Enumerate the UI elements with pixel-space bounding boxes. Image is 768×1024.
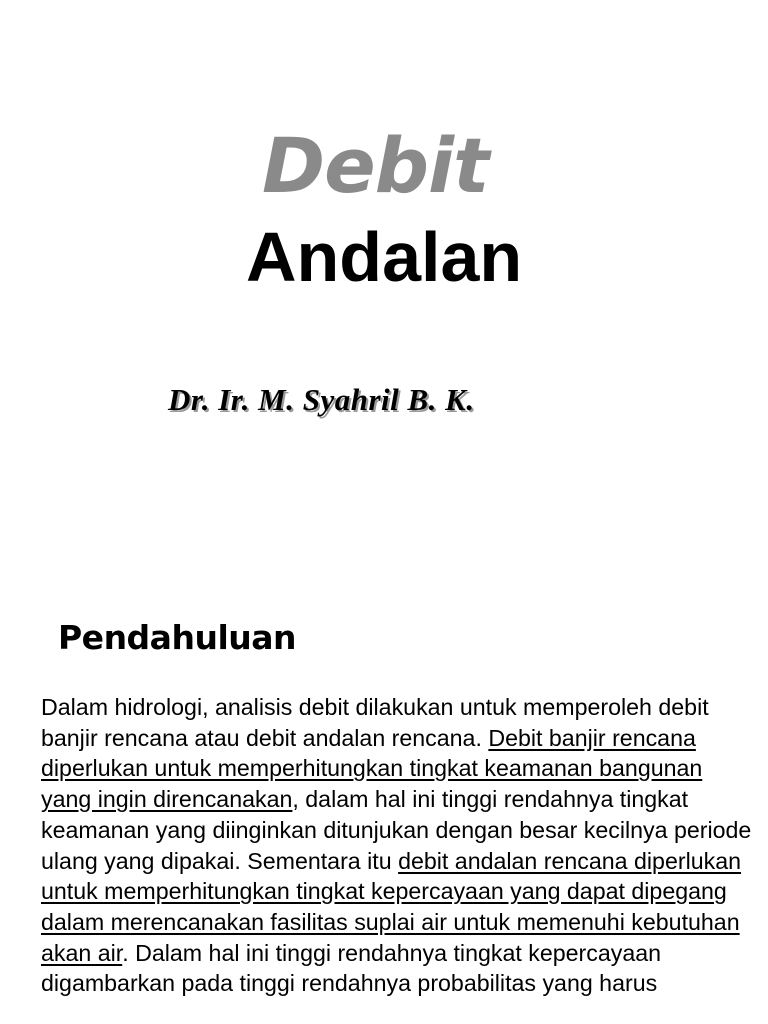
title-debit: Debit [262, 121, 489, 210]
title-andalan: Andalan [246, 218, 523, 296]
paragraph-segment: Dalam hidrologi, analisis debit dilakukan untuk memperoleh debit banjir rencana atau debit andalan rencana. [41, 694, 709, 751]
author-name: Dr. Ir. M. Syahril B. K. [168, 382, 475, 417]
paragraph-segment: . Dalam hal ini tinggi rendahnya tingkat kepercayaan digambarkan pada tinggi rendahnya probabilitas yang harus [41, 939, 662, 997]
body-paragraph [41, 692, 753, 999]
section-heading: Pendahuluan [58, 618, 297, 657]
intro-slide [0, 600, 768, 1024]
underlined-segment: Debit banjir rencana diperlukan untuk memperhitungkan tingkat keamanan bangunan yang ingin direncanakan [41, 724, 703, 813]
paragraph-segment: , dalam hal ini tinggi rendahnya tingkat keamanan yang diinginkan ditunjukan dengan besar kecilnya periode ulang yang dipakai. Sementara itu [41, 786, 752, 874]
underlined-segment: debit andalan rencana diperlukan untuk memperhitungkan tingkat kepercayaan yang dapat dipegang dalam merencanakan fasilitas suplai air untuk memenuhi kebutuhan akan air [41, 847, 741, 966]
